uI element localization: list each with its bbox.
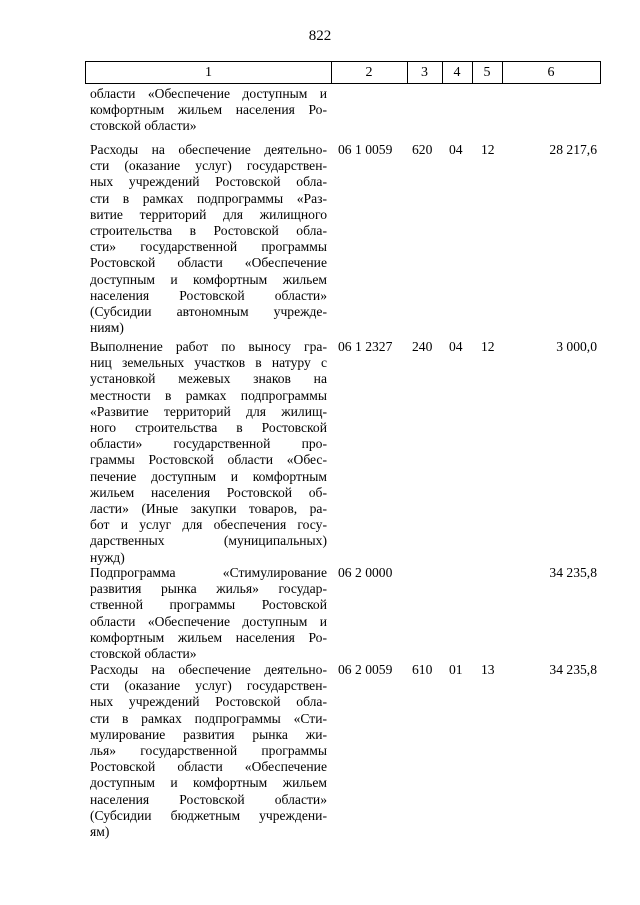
row-description — [90, 662, 327, 840]
description-line: «Развитие территорий для жилищ- — [90, 403, 327, 419]
description-line: доступным и комфортным жильем — [90, 271, 327, 287]
description-line: установкой межевых знаков на — [90, 371, 327, 387]
subsection-code: 13 — [481, 662, 495, 677]
description-line: стовской области» — [90, 646, 197, 662]
header-col-5: 5 — [483, 65, 491, 80]
description-line: сти в рамках подпрограммы «Раз- — [90, 190, 327, 206]
amount-value: 34 235,8 — [549, 662, 597, 677]
description-line: стовской области» — [90, 118, 197, 134]
row-description — [90, 339, 327, 566]
target-article-code: 06 1 2327 — [338, 339, 393, 354]
description-line: мулирование развития рынка жи- — [90, 726, 327, 742]
table-header-row — [85, 61, 601, 84]
expense-type-code: 620 — [412, 142, 433, 157]
target-article-code: 06 2 0059 — [338, 662, 393, 677]
description-line: витие территорий для жилищного — [90, 206, 327, 222]
description-line: населения Ростовской области» — [90, 287, 327, 303]
description-line: ственной программы Ростовской — [90, 597, 327, 613]
description-line: сти (оказание услуг) государствен- — [90, 158, 327, 174]
description-line: комфортным жильем населения Ро- — [90, 102, 327, 118]
description-line: области «Обеспечение доступным и — [90, 613, 327, 629]
description-line: жильем населения Ростовской об- — [90, 484, 327, 500]
description-line: ных учреждений Ростовской обла- — [90, 174, 327, 190]
description-line: доступным и комфортным жильем — [90, 775, 327, 791]
description-line: Выполнение работ по выносу гра- — [90, 339, 327, 354]
description-line: области» государственной про- — [90, 436, 327, 452]
description-line: ных учреждений Ростовской обла- — [90, 694, 327, 710]
description-line: сти» государственной программы — [90, 239, 327, 255]
description-line: (Субсидии автономным учрежде- — [90, 304, 327, 320]
page-number: 822 — [308, 28, 332, 44]
description-line: сти (оказание услуг) государствен- — [90, 678, 327, 694]
expense-type-code: 610 — [412, 662, 433, 677]
target-article-code: 06 2 0000 — [338, 565, 393, 580]
description-line: ниц земельных участков в натуру с — [90, 355, 327, 371]
header-col-1: 1 — [205, 65, 212, 80]
description-line: Ростовской области «Обеспечение — [90, 255, 327, 271]
subsection-code: 12 — [481, 339, 495, 354]
description-line: Ростовской области «Обеспечение — [90, 759, 327, 775]
description-line: сти в рамках подпрограммы «Сти- — [90, 710, 327, 726]
header-col-6: 6 — [547, 65, 555, 80]
amount-value: 34 235,8 — [549, 565, 597, 580]
row-description — [90, 565, 327, 662]
section-code: 04 — [449, 339, 463, 354]
section-code: 01 — [449, 662, 463, 677]
description-line: бот и услуг для обеспечения госу- — [90, 517, 327, 533]
description-line: ниям) — [90, 320, 124, 336]
description-line: области «Обеспечение доступным и — [90, 86, 327, 101]
section-code: 04 — [449, 142, 463, 157]
row-description — [90, 142, 327, 336]
header-col-2: 2 — [365, 65, 373, 80]
amount-value: 28 217,6 — [549, 142, 597, 157]
header-col-3: 3 — [421, 65, 428, 80]
description-line: населения Ростовской области» — [90, 791, 327, 807]
subsection-code: 12 — [481, 142, 495, 157]
description-line: граммы Ростовской области «Обес- — [90, 452, 327, 468]
header-col-4: 4 — [453, 65, 461, 80]
description-line: развития рынка жилья» государ- — [90, 581, 327, 597]
description-line: ного строительства в Ростовской — [90, 420, 327, 436]
target-article-code: 06 1 0059 — [338, 142, 393, 157]
description-line: Подпрограмма «Стимулирование — [90, 565, 327, 580]
row-description — [90, 86, 327, 135]
description-line: ласти» (Иные закупки товаров, ра- — [90, 501, 327, 517]
description-line: (Субсидии бюджетным учреждени- — [90, 807, 327, 823]
description-line: нужд) — [90, 549, 125, 565]
description-line: строительства в Ростовской обла- — [90, 223, 327, 239]
description-line: Расходы на обеспечение деятельно- — [90, 142, 327, 157]
description-line: дарственных (муниципальных) — [90, 533, 327, 549]
expense-type-code: 240 — [412, 339, 433, 354]
description-line: комфортным жильем населения Ро- — [90, 629, 327, 645]
description-line: ям) — [90, 824, 110, 840]
description-line: печение доступным и комфортным — [90, 468, 327, 484]
description-line: лья» государственной программы — [90, 743, 327, 759]
description-line: местности в рамках подпрограммы — [90, 387, 327, 403]
amount-value: 3 000,0 — [556, 339, 597, 354]
description-line: Расходы на обеспечение деятельно- — [90, 662, 327, 677]
